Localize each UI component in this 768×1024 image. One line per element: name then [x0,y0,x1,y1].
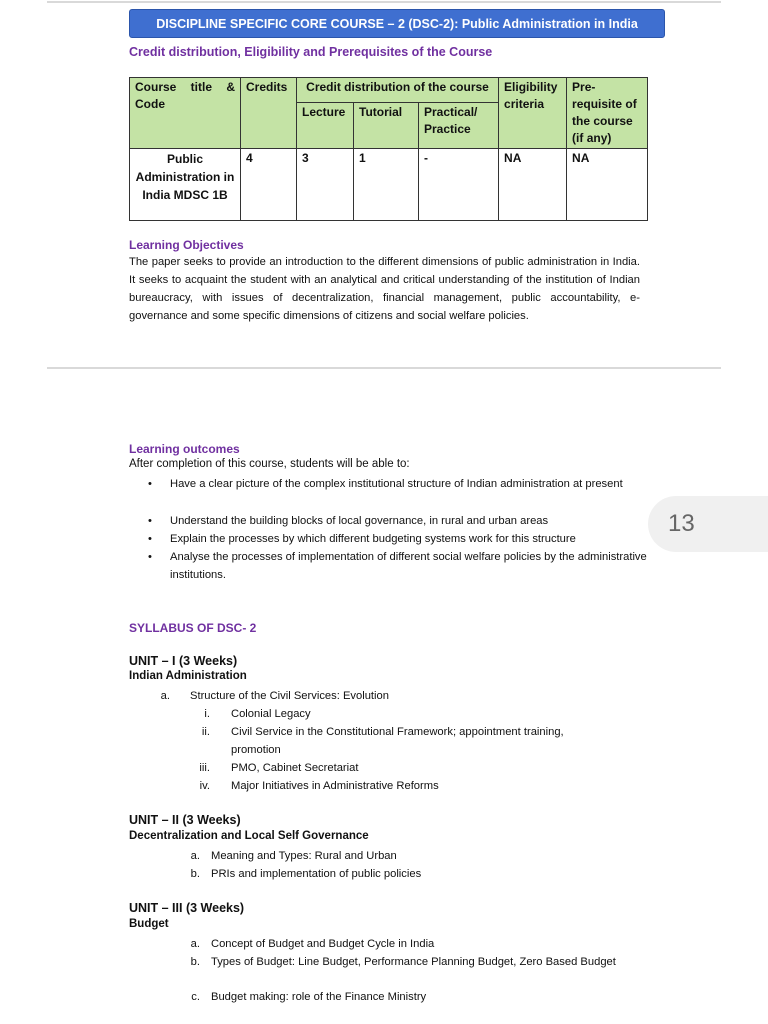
unit-2-subtitle: Decentralization and Local Self Governance [129,830,369,842]
unit-1-sub-item [188,759,608,777]
header-practical: Practical/ Practice [419,102,499,148]
cell-course-title: Public Administration in India MDSC 1B [130,149,241,221]
list-text: Budget making: role of the Finance Ministry [211,991,427,1003]
cell-tutorial: 1 [354,149,419,221]
syllabus-heading: SYLLABUS OF DSC- 2 [129,621,257,635]
unit-2-title: UNIT – II (3 Weeks) [129,813,241,827]
unit-3-subtitle: Budget [129,918,169,930]
list-text: PRIs and implementation of public policies [211,868,422,880]
list-marker: a. [160,690,170,702]
outcomes-intro: After completion of this course, students will be able to: [129,458,410,470]
unit-2-item [180,847,620,865]
unit-1-title: UNIT – I (3 Weeks) [129,654,238,668]
page-divider [47,367,721,369]
bullet-marker: • [148,478,152,490]
unit-3-item [180,935,620,953]
bullet-marker: • [148,551,152,563]
course-banner: DISCIPLINE SPECIFIC CORE COURSE – 2 (DSC-2): Public Administration in India [129,9,665,38]
list-text: Civil Service in the Constitutional Framework; appointment training, promotion [231,726,564,756]
header-course-title: Course title & Code [130,78,241,149]
header-credits: Credits [241,78,297,149]
objectives-heading: Learning Objectives [129,238,244,252]
list-marker: a. [190,850,200,862]
list-text: Major Initiatives in Administrative Reforms [231,780,439,792]
bullet-marker: • [148,515,152,527]
list-marker: b. [190,868,200,880]
unit-1-item-a [150,687,630,705]
header-credit-distribution: Credit distribution of the course [297,78,499,103]
list-marker: i. [204,708,210,720]
outcome-text: Explain the processes by which different budgeting systems work for this structure [170,533,576,545]
list-text: Types of Budget: Line Budget, Performance Planning Budget, Zero Based Budget [211,956,616,968]
list-marker: iii. [199,762,210,774]
outcome-item [148,548,648,584]
unit-1-sub-item [188,705,608,723]
outcomes-heading: Learning outcomes [129,442,240,456]
outcome-text: Have a clear picture of the complex institutional structure of Indian administration at present [170,478,623,490]
header-tutorial: Tutorial [354,102,419,148]
objectives-text: The paper seeks to provide an introduction to the different dimensions of public administration in India. It seeks to acquaint the student with an analytical and critical understanding of the institution of Indian bureaucracy, with issues of decentralization, financial management, public accountability, e-governance and some specific dimensions of citizens and social welfare policies. [129,256,640,322]
unit-3-item [180,953,620,971]
list-text: Colonial Legacy [231,708,311,720]
unit-3-title: UNIT – III (3 Weeks) [129,901,245,915]
credit-heading: Credit distribution, Eligibility and Prerequisites of the Course [129,45,493,59]
bullet-marker: • [148,533,152,545]
page-number-badge: 13 [648,496,768,552]
cell-eligibility: NA [499,149,567,221]
unit-1-subtitle: Indian Administration [129,670,247,682]
cell-prerequisite: NA [567,149,648,221]
outcome-text: Analyse the processes of implementation of different social welfare policies by the administrative institutions. [170,551,647,581]
unit-1-sub-item [188,723,608,759]
unit-3-item [180,988,620,1006]
outcome-text: Understand the building blocks of local governance, in rural and urban areas [170,515,549,527]
list-marker: b. [190,956,200,968]
outcome-item [148,512,648,530]
cell-lecture: 3 [297,149,354,221]
outcome-item [148,530,648,548]
unit-1-sub-item [188,777,608,795]
header-lecture: Lecture [297,102,354,148]
list-marker: a. [190,938,200,950]
header-prerequisite: Pre-requisite of the course (if any) [567,78,648,149]
list-text: Structure of the Civil Services: Evolution [190,690,389,702]
cell-practical: - [419,149,499,221]
list-marker: iv. [199,780,210,792]
unit-2-item [180,865,620,883]
credit-table [129,77,648,221]
outcome-item [148,475,648,493]
list-text: Concept of Budget and Budget Cycle in India [211,938,435,950]
cell-credits: 4 [241,149,297,221]
list-text: PMO, Cabinet Secretariat [231,762,359,774]
list-text: Meaning and Types: Rural and Urban [211,850,397,862]
list-marker: ii. [201,726,210,738]
header-eligibility: Eligibility criteria [499,78,567,149]
top-divider [47,1,721,3]
list-marker: c. [191,991,200,1003]
